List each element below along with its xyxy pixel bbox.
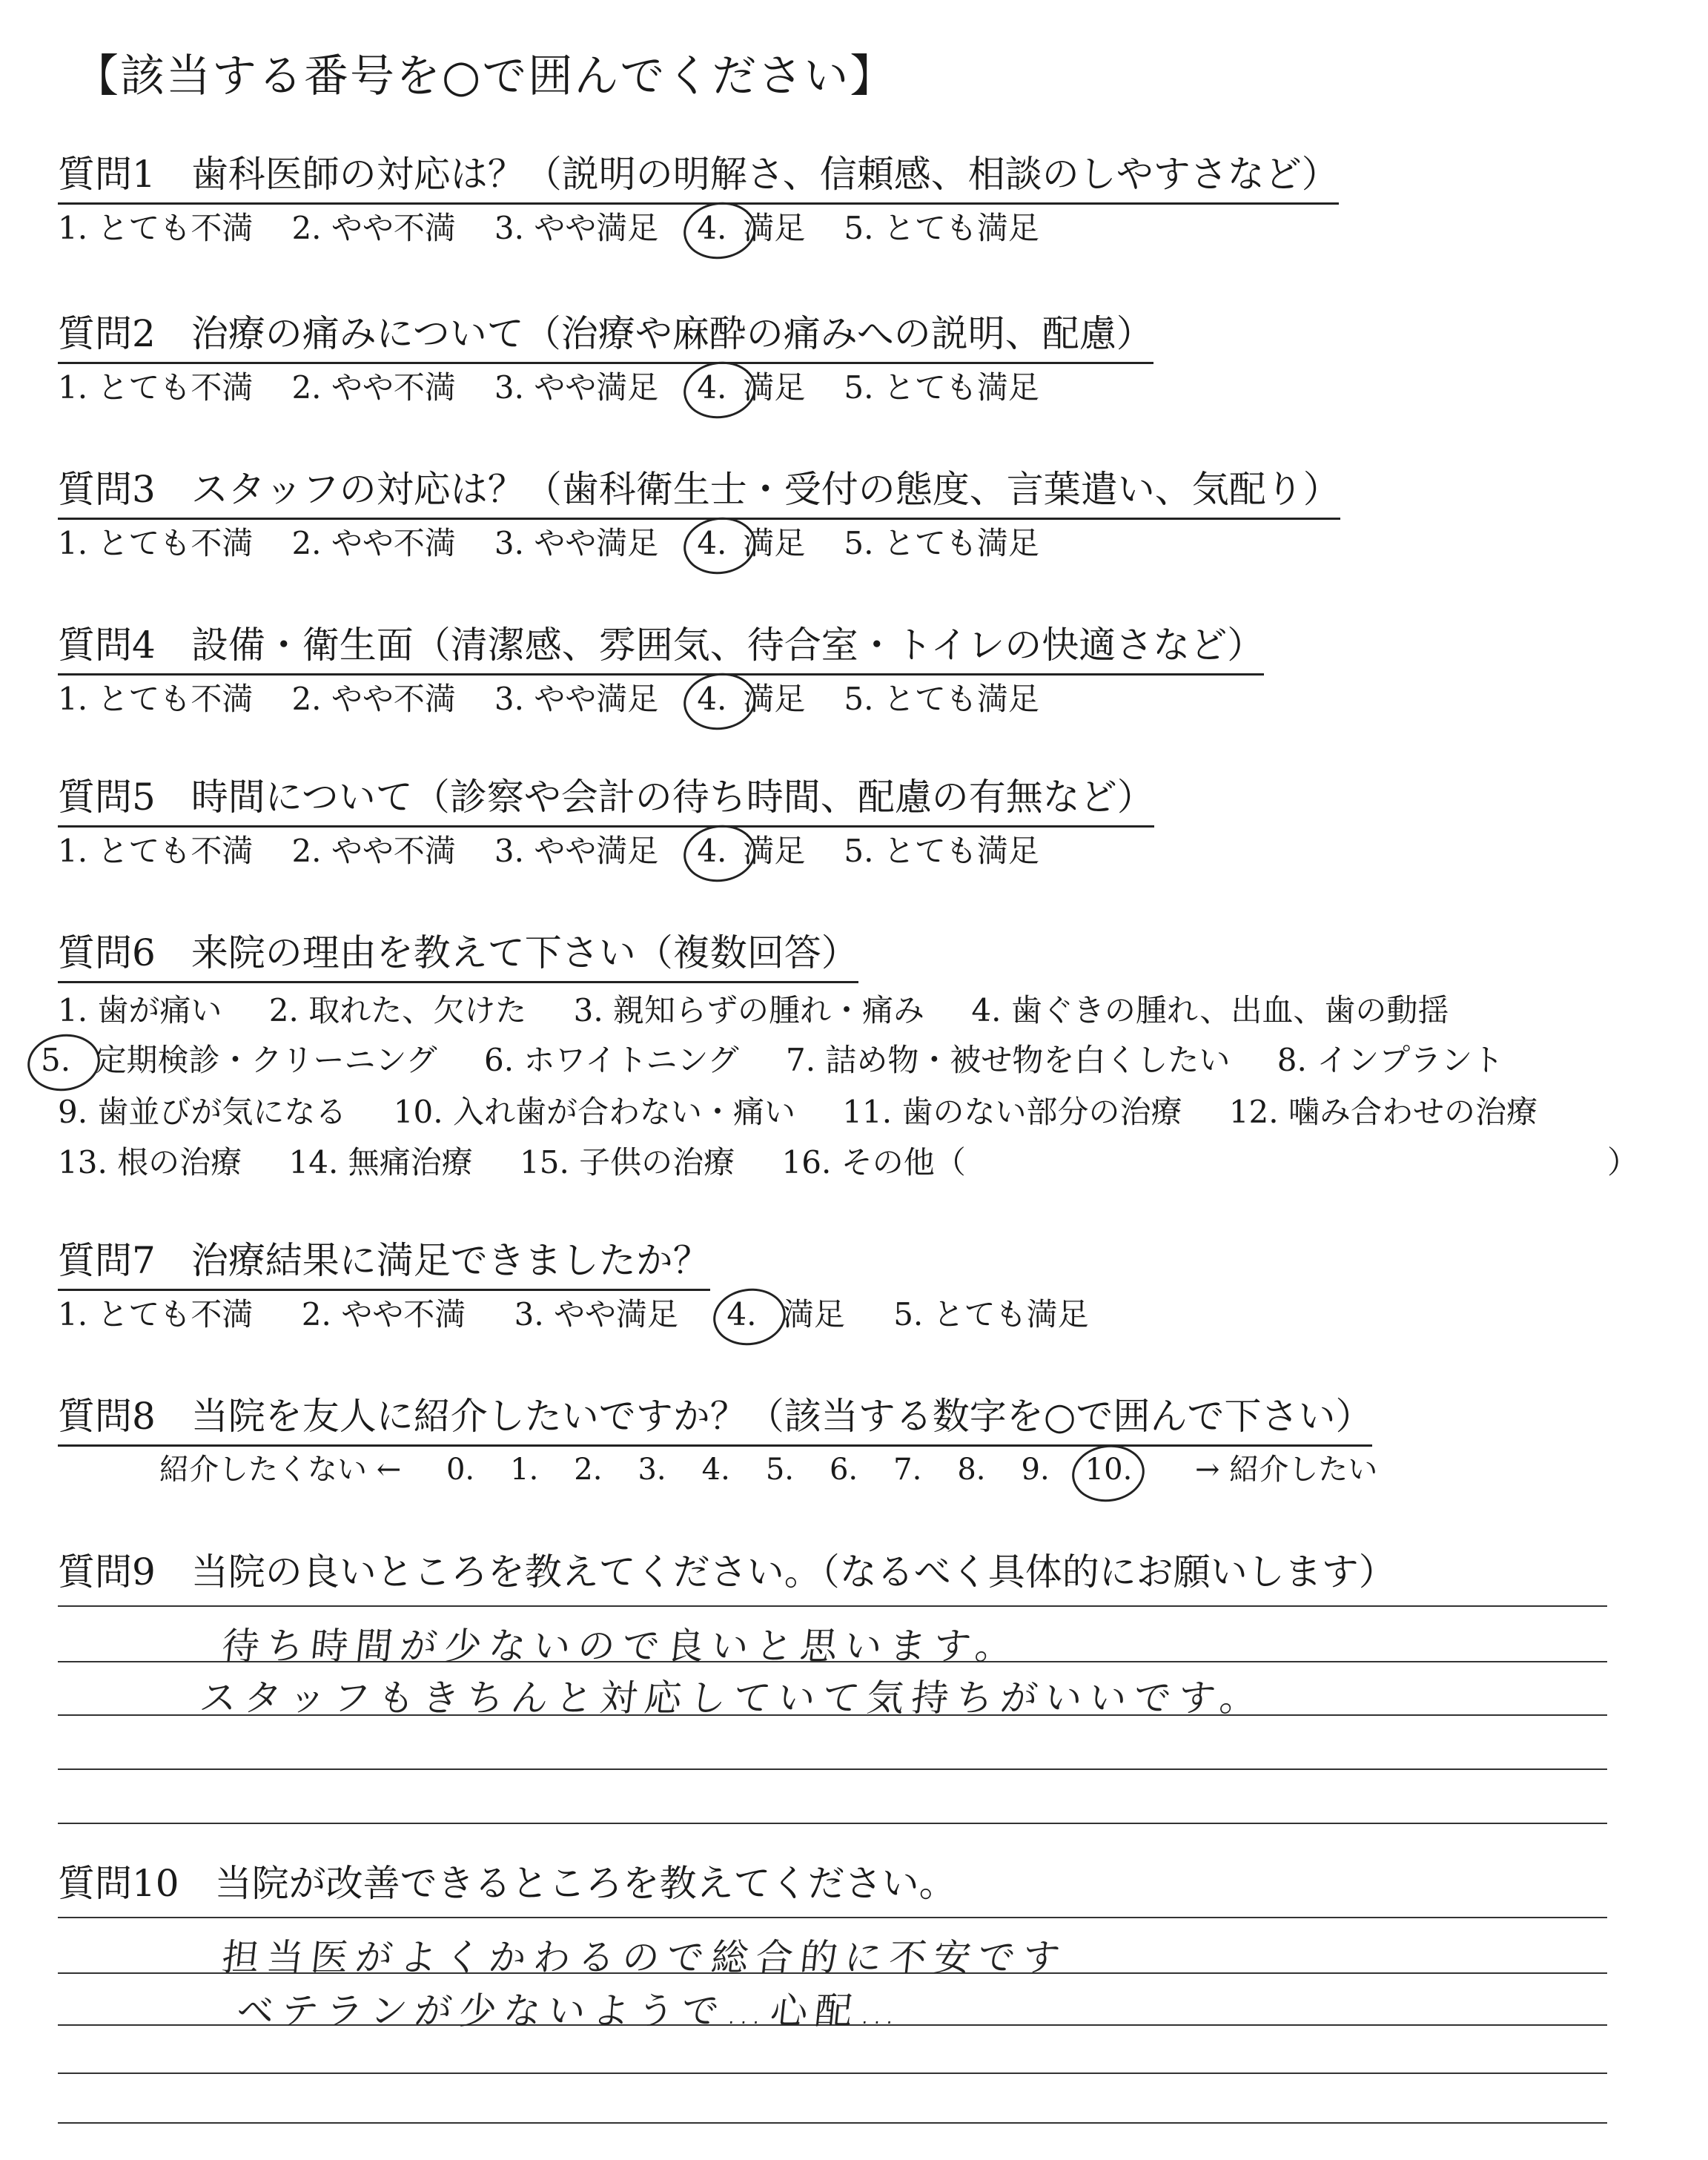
scale-left-label: 紹介したくない ← bbox=[159, 1453, 402, 1487]
option-5[interactable]: 5. とても満足 bbox=[844, 681, 1039, 717]
q6-option[interactable]: 10. 入れ歯が合わない・痛い bbox=[393, 1094, 795, 1130]
question-number: 質問8 bbox=[58, 1395, 156, 1438]
option-4-label: 満足 bbox=[782, 1296, 845, 1332]
option-4-label: 満足 bbox=[743, 369, 806, 406]
q5-options bbox=[58, 827, 1078, 871]
question-number: 質問6 bbox=[58, 931, 156, 974]
question-7-heading bbox=[58, 1231, 710, 1291]
question-number: 質問7 bbox=[58, 1239, 156, 1282]
q2-options bbox=[58, 363, 1078, 408]
scale-option[interactable]: 3. bbox=[638, 1453, 666, 1487]
option-3[interactable]: 3. やや満足 bbox=[494, 210, 659, 246]
q6-option[interactable]: 8. インプラント bbox=[1277, 1042, 1504, 1078]
option-1[interactable]: 1. とても不満 bbox=[58, 210, 254, 246]
option-5[interactable]: 5. とても満足 bbox=[844, 525, 1039, 561]
option-4-selected[interactable]: 4. bbox=[726, 1296, 757, 1332]
option-1[interactable]: 1. とても不満 bbox=[58, 833, 254, 869]
q6-option[interactable]: 12. 噛み合わせの治療 bbox=[1228, 1094, 1537, 1130]
option-2[interactable]: 2. やや不満 bbox=[291, 525, 456, 561]
question-text: 設備・衛生面（清潔感、雰囲気、待合室・トイレの快適さなど） bbox=[191, 624, 1265, 667]
question-number: 質問3 bbox=[58, 468, 156, 511]
question-10-heading bbox=[58, 1854, 956, 1912]
scale-option[interactable]: 7. bbox=[893, 1453, 922, 1487]
q1-options bbox=[58, 204, 1078, 248]
question-6-heading bbox=[58, 923, 858, 983]
question-number: 質問9 bbox=[58, 1550, 156, 1593]
option-4-selected[interactable]: 4. bbox=[697, 833, 727, 869]
option-5[interactable]: 5. とても満足 bbox=[893, 1296, 1089, 1332]
question-number: 質問10 bbox=[58, 1862, 179, 1905]
q6-option-other[interactable]: 16. その他（ bbox=[781, 1144, 966, 1180]
option-5[interactable]: 5. とても満足 bbox=[844, 369, 1039, 406]
option-4-label: 満足 bbox=[743, 210, 806, 246]
question-8-heading bbox=[58, 1387, 1372, 1447]
q6-option[interactable]: 6. ホワイトニング bbox=[483, 1042, 739, 1078]
option-4-label: 満足 bbox=[743, 525, 806, 561]
scale-option[interactable]: 6. bbox=[829, 1453, 858, 1487]
q3-options bbox=[58, 519, 1078, 564]
question-number: 質問5 bbox=[58, 776, 156, 819]
question-text: 治療の痛みについて（治療や麻酔の痛みへの説明、配慮） bbox=[191, 312, 1153, 355]
option-3[interactable]: 3. やや満足 bbox=[494, 681, 659, 717]
write-line bbox=[58, 1605, 1607, 1607]
q6-option[interactable]: 2. 取れた、欠けた bbox=[268, 992, 527, 1028]
question-text: 歯科医師の対応は？（説明の明解さ、信頼感、相談のしやすさなど） bbox=[191, 153, 1339, 196]
question-4-heading bbox=[58, 615, 1264, 676]
question-text: スタッフの対応は？（歯科衛生士・受付の態度、言葉遣い、気配り） bbox=[191, 468, 1340, 511]
scale-option[interactable]: 2. bbox=[574, 1453, 603, 1487]
q7-options bbox=[58, 1290, 1128, 1335]
write-line bbox=[58, 1768, 1607, 1770]
q6-option[interactable]: 3. 親知らずの腫れ・痛み bbox=[573, 992, 925, 1028]
option-1[interactable]: 1. とても不満 bbox=[58, 369, 254, 406]
option-2[interactable]: 2. やや不満 bbox=[291, 681, 456, 717]
write-line bbox=[58, 1917, 1607, 1918]
q6-option[interactable]: 13. 根の治療 bbox=[58, 1144, 242, 1180]
option-2[interactable]: 2. やや不満 bbox=[291, 210, 456, 246]
option-4-label: 満足 bbox=[743, 833, 806, 869]
option-4-selected[interactable]: 4. bbox=[697, 210, 727, 246]
page-title: 【該当する番号を○で囲んでください】 bbox=[74, 50, 896, 102]
q6-option-selected[interactable]: 5. bbox=[41, 1042, 71, 1078]
option-3[interactable]: 3. やや満足 bbox=[494, 369, 659, 406]
scale-right-label: → 紹介したい bbox=[1195, 1453, 1378, 1487]
q6-row-1 bbox=[58, 986, 1486, 1031]
question-text: 来院の理由を教えて下さい（複数回答） bbox=[191, 931, 858, 974]
write-line bbox=[58, 1823, 1607, 1824]
q10-handwritten-answer: ベテランが少ないようで…心配… bbox=[234, 1989, 907, 2032]
q9-handwritten-answer: スタッフもきちんと対応していて気持ちがいいです。 bbox=[197, 1677, 1267, 1720]
scale-option[interactable]: 5. bbox=[765, 1453, 794, 1487]
question-9-heading bbox=[58, 1542, 1396, 1600]
q6-row-2 bbox=[33, 1036, 1540, 1080]
q4-options bbox=[58, 675, 1078, 719]
question-text: 当院が改善できるところを教えてください。 bbox=[214, 1862, 956, 1905]
q6-row-3 bbox=[58, 1088, 1575, 1132]
option-2[interactable]: 2. やや不満 bbox=[291, 369, 456, 406]
write-line bbox=[58, 2073, 1607, 2074]
q6-row-4 bbox=[58, 1138, 1639, 1183]
q6-option[interactable]: 7. 詰め物・被せ物を白くしたい bbox=[785, 1042, 1231, 1078]
question-2-heading bbox=[58, 304, 1153, 364]
q6-option[interactable]: 14. 無痛治療 bbox=[288, 1144, 473, 1180]
scale-option[interactable]: 4. bbox=[701, 1453, 730, 1487]
option-1[interactable]: 1. とても不満 bbox=[58, 1296, 254, 1332]
scale-option[interactable]: 8. bbox=[957, 1453, 986, 1487]
question-1-heading bbox=[58, 145, 1339, 205]
question-text: 時間について（診察や会計の待ち時間、配慮の有無など） bbox=[191, 776, 1154, 819]
option-4-selected[interactable]: 4. bbox=[697, 525, 727, 561]
option-4-label: 満足 bbox=[743, 681, 806, 717]
option-2[interactable]: 2. やや不満 bbox=[301, 1296, 466, 1332]
scale-option[interactable]: 0. bbox=[446, 1453, 475, 1487]
q6-option[interactable]: 15. 子供の治療 bbox=[520, 1144, 735, 1180]
q6-option[interactable]: 定期検診・クリーニング bbox=[95, 1042, 437, 1078]
option-4-selected[interactable]: 4. bbox=[697, 369, 727, 406]
question-3-heading bbox=[58, 460, 1340, 520]
option-5[interactable]: 5. とても満足 bbox=[844, 833, 1039, 869]
q6-option[interactable]: 9. 歯並びが気になる bbox=[58, 1094, 347, 1130]
option-1[interactable]: 1. とても不満 bbox=[58, 525, 254, 561]
question-5-heading bbox=[58, 767, 1154, 828]
scale-option[interactable]: 9. bbox=[1021, 1453, 1050, 1487]
question-number: 質問1 bbox=[58, 153, 156, 196]
q9-handwritten-answer: 待ち時間が少ないので良いと思います。 bbox=[219, 1625, 1022, 1668]
scale-option[interactable]: 1. bbox=[510, 1453, 539, 1487]
q10-handwritten-answer: 担当医がよくかわるので総合的に不安です bbox=[219, 1936, 1070, 1979]
question-text: 当院を友人に紹介したいですか？（該当する数字を○で囲んで下さい） bbox=[191, 1395, 1373, 1438]
q6-option[interactable]: 1. 歯が痛い bbox=[58, 992, 222, 1028]
scale-option-selected[interactable]: 10. bbox=[1085, 1453, 1133, 1487]
q8-scale bbox=[159, 1446, 1413, 1488]
option-3[interactable]: 3. やや満足 bbox=[514, 1296, 679, 1332]
option-3[interactable]: 3. やや満足 bbox=[494, 525, 659, 561]
question-text: 治療結果に満足できましたか？ bbox=[191, 1239, 710, 1282]
q6-option[interactable]: 4. 歯ぐきの腫れ、出血、歯の動揺 bbox=[971, 992, 1449, 1028]
question-text: 当院の良いところを教えてください。（なるべく具体的にお願いします） bbox=[191, 1550, 1396, 1593]
option-4-selected[interactable]: 4. bbox=[697, 681, 727, 717]
question-number: 質問2 bbox=[58, 312, 156, 355]
write-line bbox=[58, 2122, 1607, 2124]
option-5[interactable]: 5. とても満足 bbox=[844, 210, 1039, 246]
option-2[interactable]: 2. やや不満 bbox=[291, 833, 456, 869]
option-1[interactable]: 1. とても不満 bbox=[58, 681, 254, 717]
option-3[interactable]: 3. やや満足 bbox=[494, 833, 659, 869]
question-number: 質問4 bbox=[58, 624, 156, 667]
q6-other-close: ） bbox=[1607, 1144, 1639, 1180]
q6-option[interactable]: 11. 歯のない部分の治療 bbox=[842, 1094, 1182, 1130]
